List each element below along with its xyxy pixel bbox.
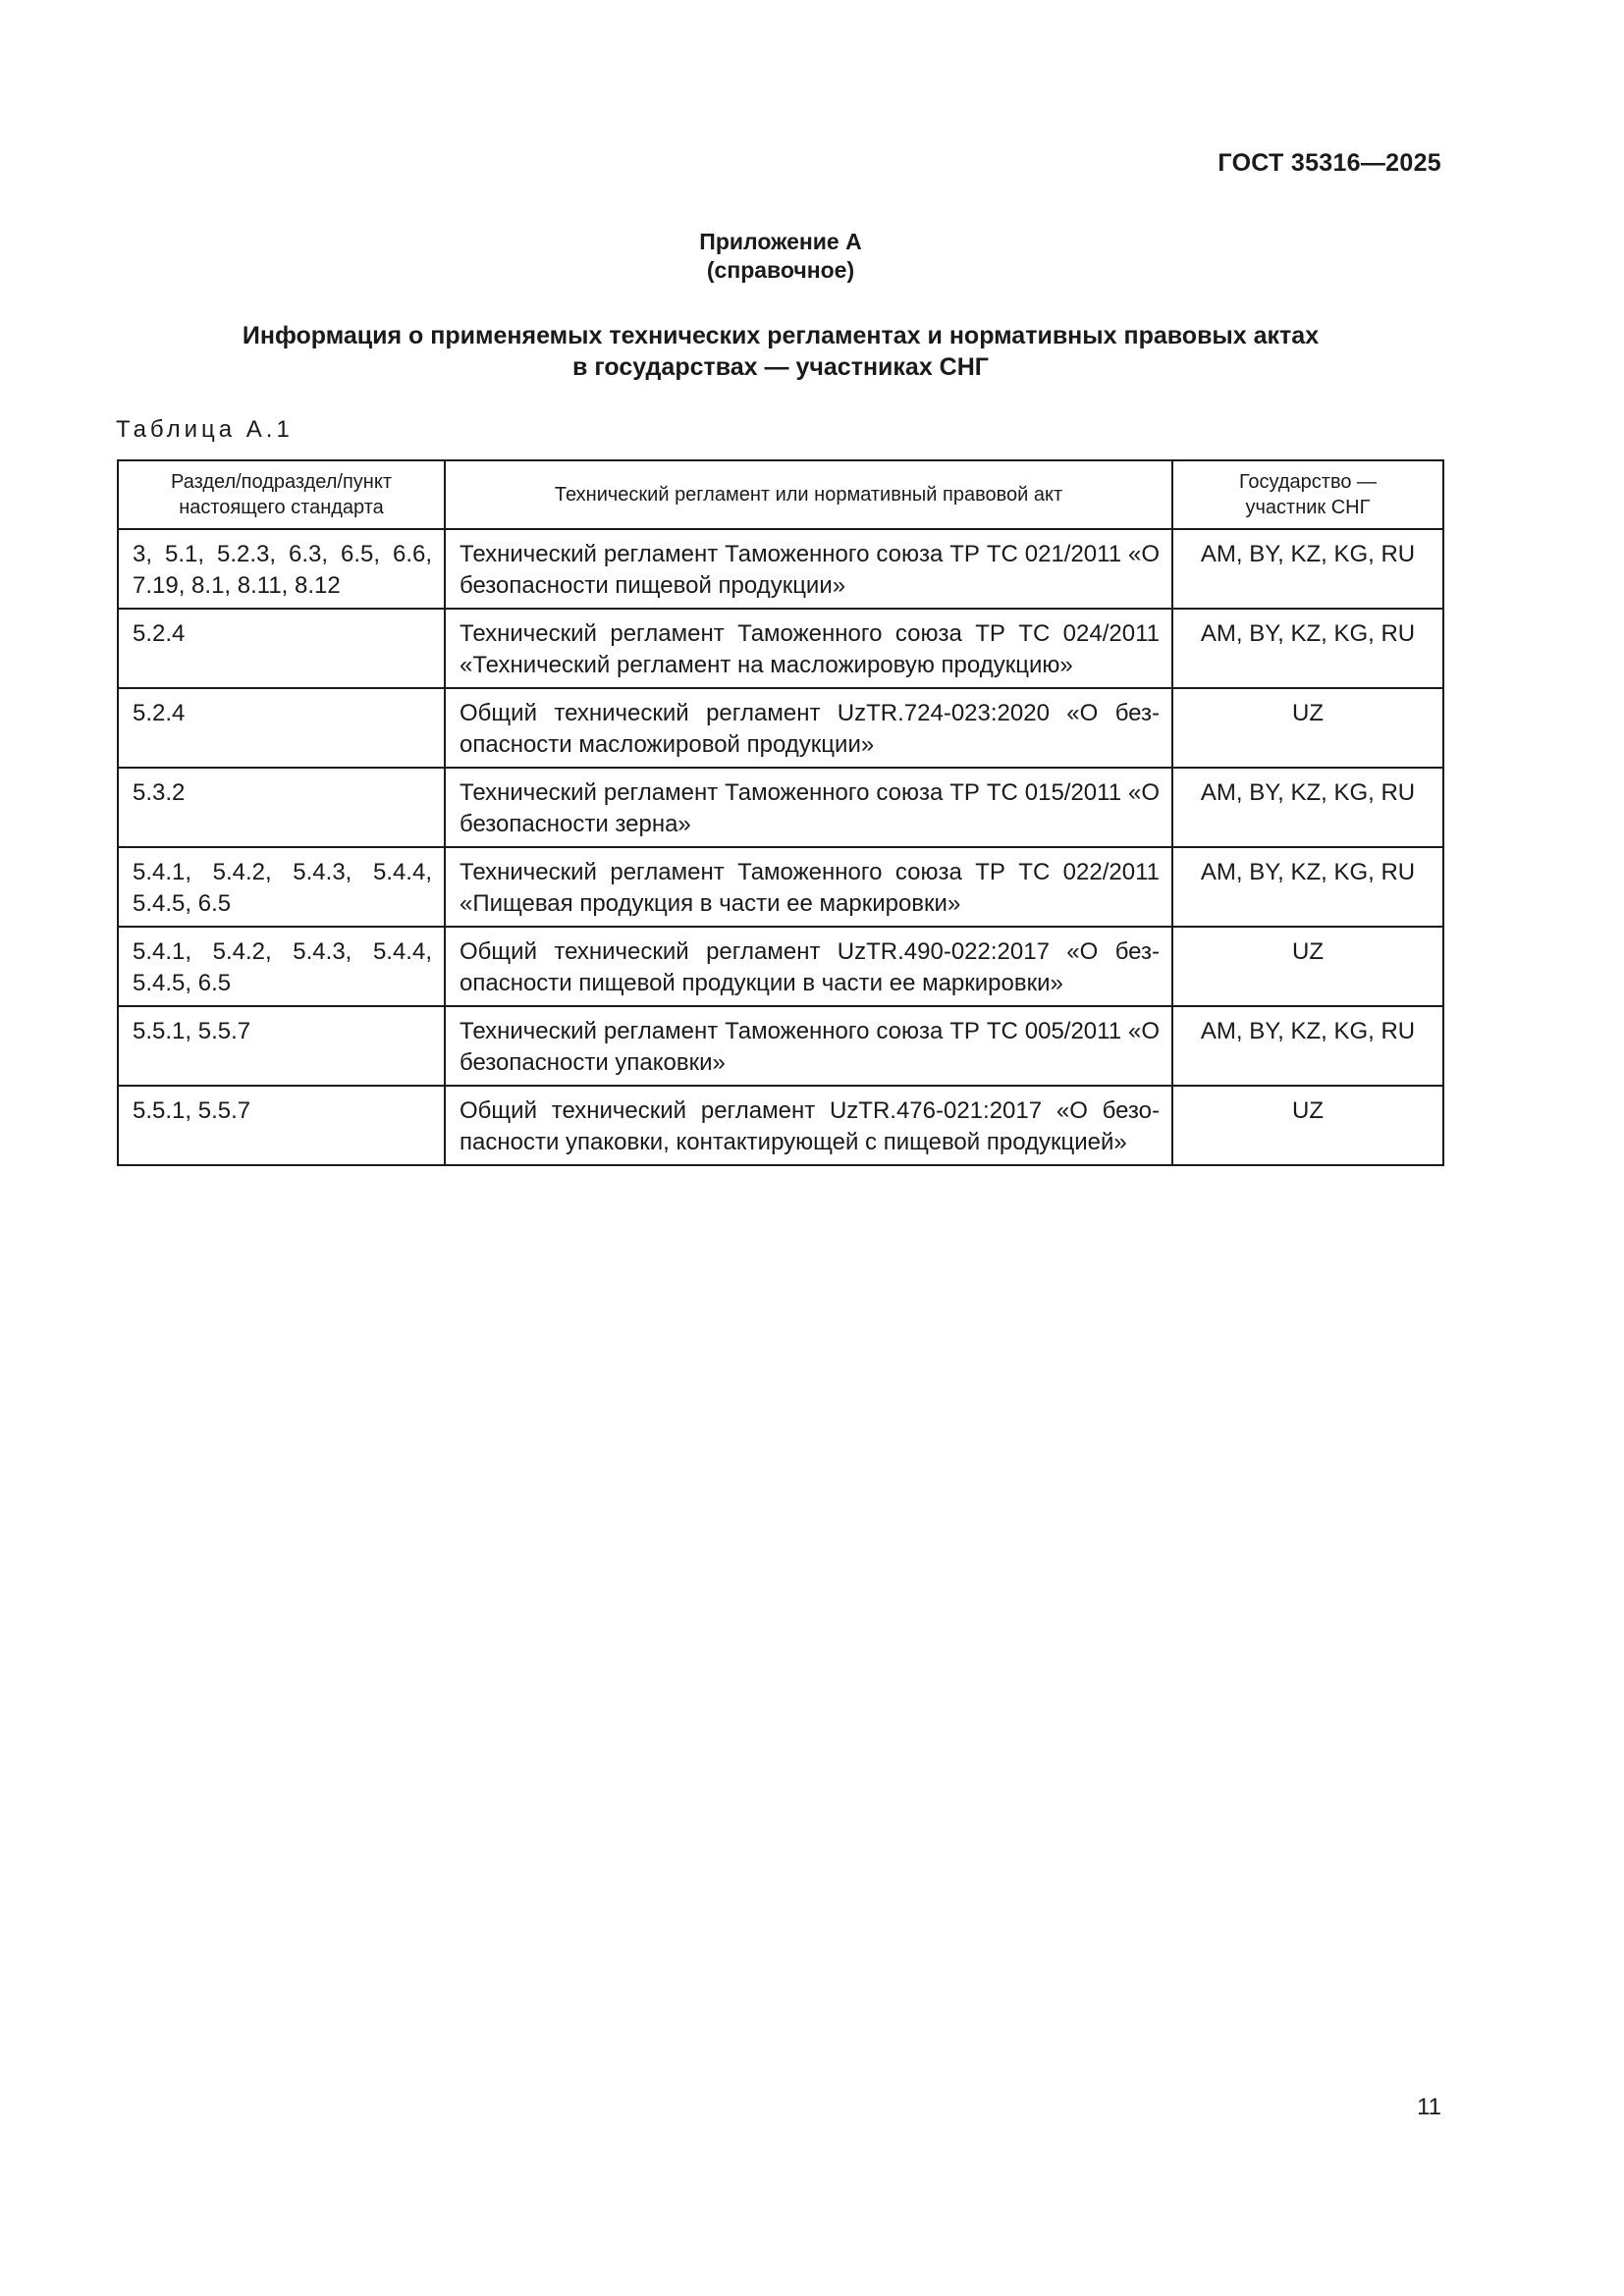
table-row bbox=[118, 927, 1443, 1006]
table-row bbox=[118, 847, 1443, 927]
state-cell: UZ bbox=[1172, 688, 1443, 768]
act-cell: Общий технический регламент UzTR.490-022:2017 «О безопасности пищевой продукции в части ее маркировки» bbox=[445, 927, 1172, 1006]
act-cell: Технический регламент Таможенного союза ТР ТС 015/2011 «О безопасности зерна» bbox=[445, 768, 1172, 847]
section-cell: 5.4.1, 5.4.2, 5.4.3, 5.4.4, 5.4.5, 6.5 bbox=[118, 927, 445, 1006]
act-cell: Общий технический регламент UzTR.476-021:2017 «О безопасности упаковки, контактирующей с пищевой продукцией» bbox=[445, 1086, 1172, 1165]
table-caption: Таблица А.1 bbox=[116, 416, 294, 443]
state-cell: UZ bbox=[1172, 927, 1443, 1006]
section-cell: 5.5.1, 5.5.7 bbox=[118, 1086, 445, 1165]
table-row bbox=[118, 1006, 1443, 1086]
table-row bbox=[118, 609, 1443, 688]
column-header-state bbox=[1172, 460, 1443, 529]
table-row bbox=[118, 529, 1443, 609]
section-heading-line-1: Информация о применяемых технических регламентах и нормативных правовых актах bbox=[242, 322, 1320, 349]
column-header-state-line-2: участник СНГ bbox=[1245, 497, 1371, 518]
table-row bbox=[118, 768, 1443, 847]
state-cell: UZ bbox=[1172, 1086, 1443, 1165]
column-header-act bbox=[445, 460, 1172, 529]
column-header-section-line-1: Раздел/подраздел/пункт bbox=[171, 471, 392, 493]
section-cell: 5.5.1, 5.5.7 bbox=[118, 1006, 445, 1086]
column-header-act-line-1: Технический регламент или нормативный правовой акт bbox=[554, 484, 1063, 506]
state-cell: AM, BY, KZ, KG, RU bbox=[1172, 609, 1443, 688]
section-cell: 5.2.4 bbox=[118, 609, 445, 688]
state-cell: AM, BY, KZ, KG, RU bbox=[1172, 768, 1443, 847]
page-number: 11 bbox=[1417, 2094, 1441, 2120]
section-cell: 5.3.2 bbox=[118, 768, 445, 847]
section-heading bbox=[0, 320, 1561, 383]
table-row bbox=[118, 1086, 1443, 1165]
column-header-section-line-2: настоящего стандарта bbox=[179, 497, 384, 518]
act-cell: Технический регламент Таможенного союза ТР ТС 024/2011 «Технический регламент на масложировую продукцию» bbox=[445, 609, 1172, 688]
appendix-title: Приложение А bbox=[699, 229, 862, 254]
act-cell: Технический регламент Таможенного союза ТР ТС 021/2011 «О безопасности пищевой продукции» bbox=[445, 529, 1172, 609]
document-code: ГОСТ 35316—2025 bbox=[1218, 149, 1441, 177]
state-cell: AM, BY, KZ, KG, RU bbox=[1172, 847, 1443, 927]
table-header-row bbox=[118, 460, 1443, 529]
section-cell: 5.2.4 bbox=[118, 688, 445, 768]
regulations-table bbox=[117, 459, 1444, 1166]
state-cell: AM, BY, KZ, KG, RU bbox=[1172, 1006, 1443, 1086]
act-cell: Технический регламент Таможенного союза ТР ТС 022/2011 «Пищевая продукция в части ее маркировки» bbox=[445, 847, 1172, 927]
appendix-title-block bbox=[0, 228, 1561, 285]
column-header-state-line-1: Государство — bbox=[1238, 471, 1378, 493]
appendix-subtitle: (справочное) bbox=[706, 257, 855, 283]
section-cell: 3, 5.1, 5.2.3, 6.3, 6.5, 6.6, 7.19, 8.1, 8.11, 8.12 bbox=[118, 529, 445, 609]
section-cell: 5.4.1, 5.4.2, 5.4.3, 5.4.4, 5.4.5, 6.5 bbox=[118, 847, 445, 927]
state-cell: AM, BY, KZ, KG, RU bbox=[1172, 529, 1443, 609]
table-row bbox=[118, 688, 1443, 768]
column-header-section bbox=[118, 460, 445, 529]
act-cell: Общий технический регламент UzTR.724-023:2020 «О безопасности масложировой продукции» bbox=[445, 688, 1172, 768]
act-cell: Технический регламент Таможенного союза ТР ТС 005/2011 «О безопасности упаковки» bbox=[445, 1006, 1172, 1086]
section-heading-line-2: в государствах — участниках СНГ bbox=[572, 353, 989, 381]
